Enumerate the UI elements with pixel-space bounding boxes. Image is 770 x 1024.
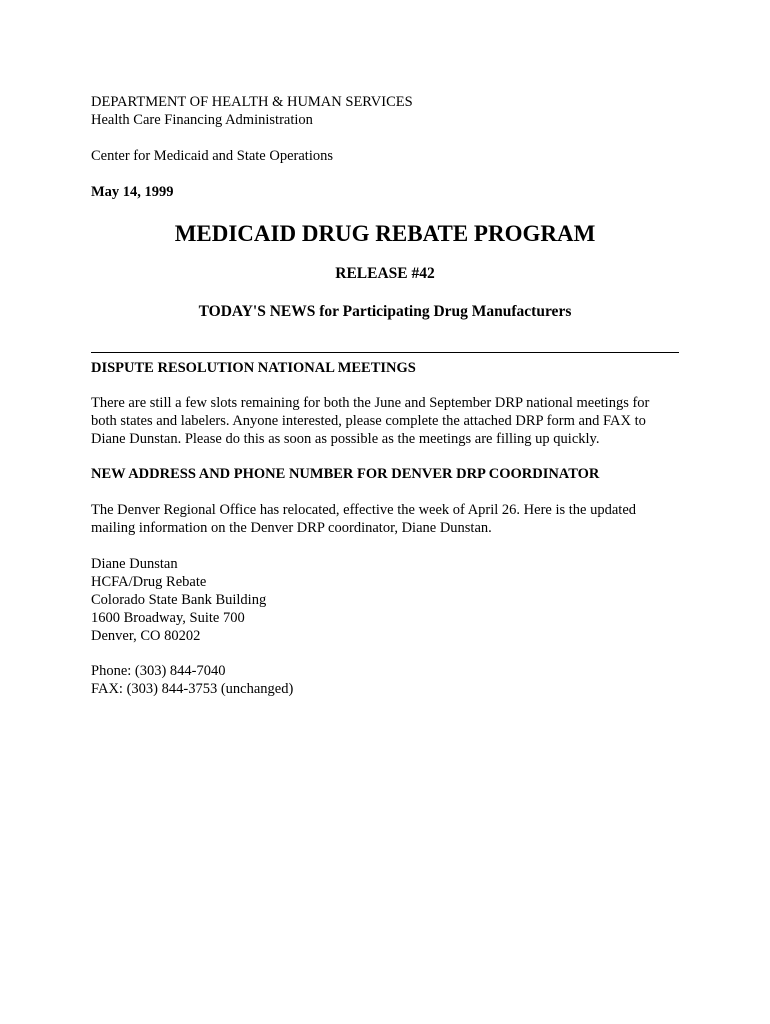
date: May 14, 1999 xyxy=(91,184,174,200)
section-body xyxy=(91,501,636,537)
section-heading: NEW ADDRESS AND PHONE NUMBER FOR DENVER DRP COORDINATOR xyxy=(91,466,600,482)
section-heading: DISPUTE RESOLUTION NATIONAL MEETINGS xyxy=(91,360,416,376)
divider xyxy=(91,352,679,353)
address-line: 1600 Broadway, Suite 700 xyxy=(91,610,245,626)
mailing-address xyxy=(91,555,266,645)
body-line: both states and labelers. Anyone interested, please complete the attached DRP form and FAX to xyxy=(91,413,646,429)
address-line: Denver, CO 80202 xyxy=(91,628,201,644)
address-line: Colorado State Bank Building xyxy=(91,592,267,608)
contact-info xyxy=(91,662,293,698)
administration-name: Health Care Financing Administration xyxy=(91,112,313,128)
department-name: DEPARTMENT OF HEALTH & HUMAN SERVICES xyxy=(91,94,413,110)
section-body xyxy=(91,394,649,448)
center-name: Center for Medicaid and State Operations xyxy=(91,148,333,164)
subtitle: TODAY'S NEWS for Participating Drug Manufacturers xyxy=(198,303,572,320)
release-number: RELEASE #42 xyxy=(335,265,435,282)
body-line: Diane Dunstan. Please do this as soon as possible as the meetings are filling up quickly. xyxy=(91,431,600,447)
address-line: HCFA/Drug Rebate xyxy=(91,574,207,590)
letterhead xyxy=(91,93,413,129)
body-line: There are still a few slots remaining for both the June and September DRP national meetings for xyxy=(91,395,650,411)
phone-number: Phone: (303) 844-7040 xyxy=(91,663,226,679)
document-title: MEDICAID DRUG REBATE PROGRAM xyxy=(174,221,596,246)
address-line: Diane Dunstan xyxy=(91,556,178,572)
body-line: The Denver Regional Office has relocated, effective the week of April 26. Here is the updated xyxy=(91,502,637,518)
body-line: mailing information on the Denver DRP coordinator, Diane Dunstan. xyxy=(91,520,492,536)
fax-number: FAX: (303) 844-3753 (unchanged) xyxy=(91,681,294,697)
